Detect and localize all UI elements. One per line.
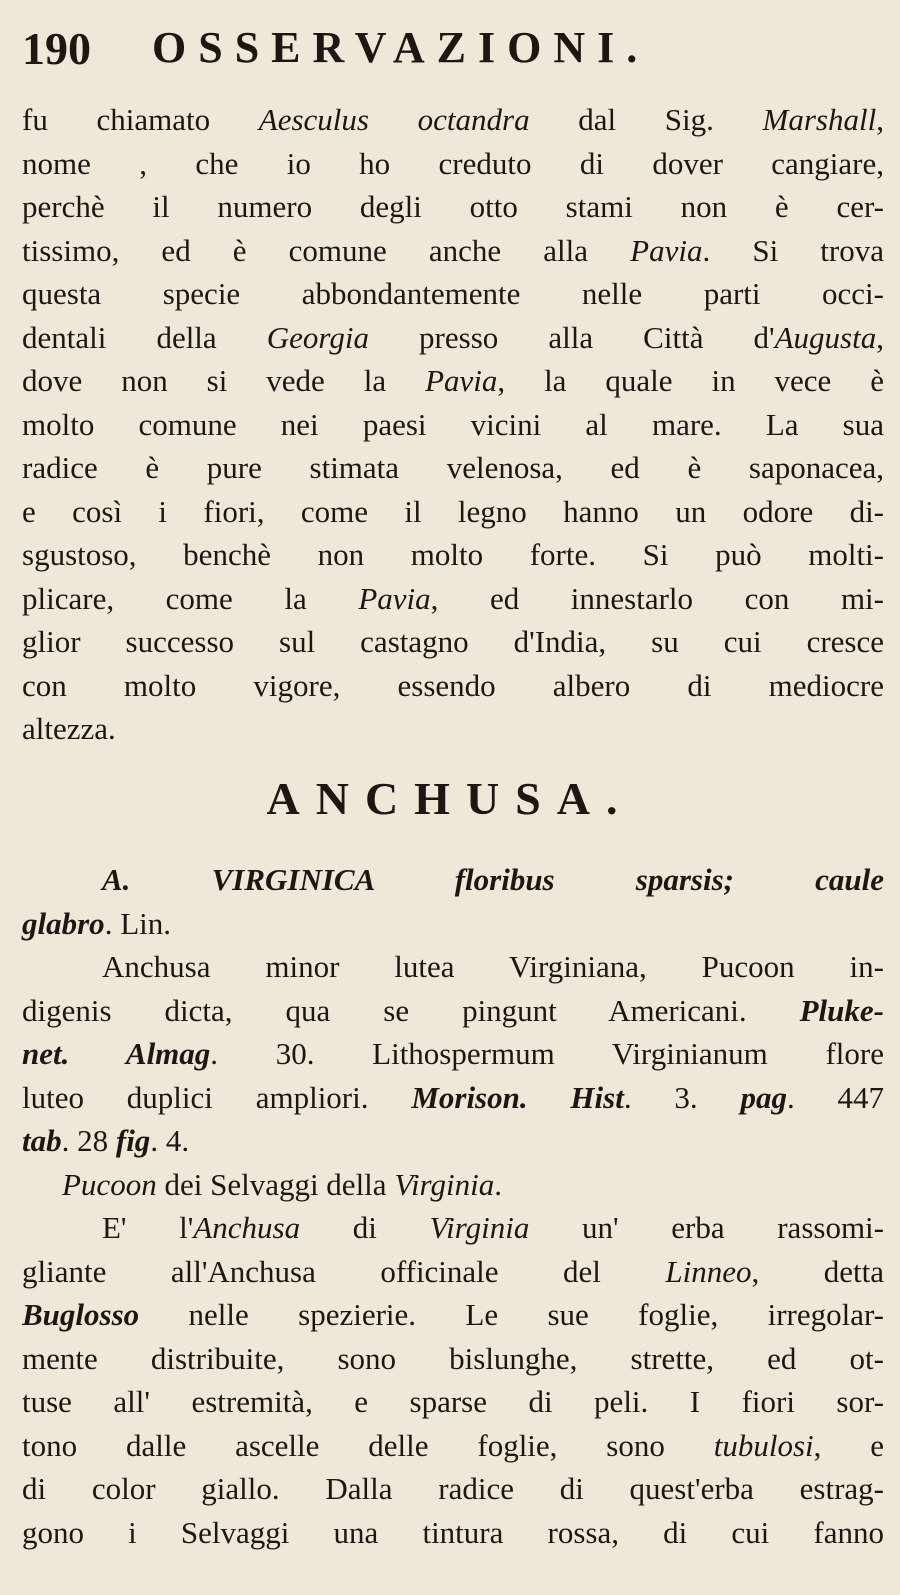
text-line — [22, 1250, 884, 1294]
text-run: Linneo — [665, 1253, 752, 1289]
text-line — [22, 989, 884, 1033]
text-run: dentali della — [22, 319, 267, 355]
text-run: . 3. — [623, 1079, 741, 1115]
text-run: digenis dicta, qua se pingunt Americani. — [22, 992, 800, 1028]
text-run: Pluke- — [799, 992, 884, 1028]
text-line — [22, 1032, 884, 1076]
text-run: di color giallo. Dalla radice di quest'erba estrag- — [22, 1471, 884, 1506]
text-run: glabro — [22, 905, 105, 941]
text-line — [22, 1206, 884, 1250]
text-run: pag — [740, 1079, 787, 1115]
text-run: . Lin. — [104, 905, 171, 941]
text-run: Anchusa minor lutea Virginiana, Pucoon in- — [102, 949, 884, 984]
text-run: , — [876, 319, 884, 355]
page-number: 190 — [22, 23, 91, 74]
text-run: e così i fiori, come il legno hanno un odore di- — [22, 493, 884, 529]
text-line — [22, 858, 884, 902]
text-line — [22, 1163, 884, 1207]
text-run: A. VIRGINICA floribus sparsis; caule — [102, 862, 884, 897]
text-run: , detta — [751, 1253, 884, 1289]
text-run: Pavia — [425, 363, 498, 398]
text-run: Marshall — [762, 102, 877, 137]
text-run: . 28 — [61, 1123, 116, 1158]
text-run: Virginia — [429, 1210, 530, 1245]
text-run: Anchusa — [193, 1210, 301, 1245]
text-line — [22, 446, 884, 490]
text-line — [22, 533, 884, 577]
text-run: un' erba rassomi- — [529, 1210, 884, 1245]
text-run: , — [876, 102, 884, 137]
text-line — [22, 1293, 884, 1337]
text-run: tubulosi — [713, 1427, 814, 1463]
running-head: OSSERVAZIONI. — [152, 23, 650, 72]
text-run: Aesculus octandra — [258, 102, 530, 137]
text-line — [22, 1337, 884, 1381]
text-line — [22, 272, 884, 316]
text-run: presso alla Città d' — [368, 319, 775, 355]
text-run: molto comune nei paesi vicini al mare. La sua — [22, 406, 884, 442]
text-line — [22, 1119, 884, 1163]
text-line — [22, 1424, 884, 1468]
section-heading: ANCHUSA. — [266, 773, 634, 824]
text-run: . — [494, 1166, 502, 1202]
text-run: plicare, come la — [22, 580, 359, 616]
text-line — [22, 142, 884, 186]
paragraph-aesculus — [22, 98, 884, 751]
text-run: . 4. — [150, 1123, 190, 1158]
text-run: Pavia — [358, 580, 431, 616]
text-run: glior successo sul castagno d'India, su cui cresce — [22, 624, 884, 659]
text-run: . 447 — [786, 1079, 884, 1115]
text-run: luteo duplici ampliori. — [22, 1079, 412, 1115]
page-header — [22, 22, 882, 82]
text-run: Pucoon — [62, 1166, 157, 1202]
text-run: Buglosso — [22, 1297, 140, 1332]
text-line — [22, 229, 884, 273]
text-line — [22, 620, 884, 664]
text-run: radice è pure stimata velenosa, ed è saponacea, — [22, 450, 884, 485]
text-line — [22, 490, 884, 534]
text-run: sgustoso, benchè non molto forte. Si può molti- — [22, 537, 884, 572]
text-line — [22, 1076, 884, 1120]
text-run: fig — [115, 1123, 151, 1158]
text-run: altezza. — [22, 711, 116, 746]
text-run: tuse all' estremità, e sparse di peli. I fiori sor- — [22, 1384, 884, 1419]
text-run: con molto vigore, essendo albero di mediocre — [22, 667, 884, 703]
text-line — [22, 98, 884, 142]
text-line — [22, 316, 884, 360]
text-line — [22, 1467, 884, 1511]
text-line — [22, 902, 884, 946]
text-line — [22, 359, 884, 403]
text-line — [22, 1380, 884, 1424]
text-run: tissimo, ed è comune anche alla — [22, 232, 631, 268]
text-run: net. Almag — [22, 1036, 211, 1071]
text-run: . 30. Lithospermum Virginianum flore — [210, 1036, 884, 1071]
text-run: gliante all'Anchusa officinale del — [22, 1253, 666, 1289]
text-run: nome , che io ho creduto di dover cangiare, — [22, 145, 884, 181]
text-run: dove non si vede la — [22, 363, 426, 398]
paragraph-anchusa — [22, 858, 884, 1554]
text-run: gono i Selvaggi una tintura rossa, di cui fanno — [22, 1514, 884, 1550]
text-run: tono dalle ascelle delle foglie, sono — [22, 1427, 714, 1463]
text-line — [22, 945, 884, 989]
text-run: , ed innestarlo con mi- — [430, 580, 884, 616]
text-run: dei Selvaggi della — [156, 1166, 395, 1202]
text-run: fu chiamato — [22, 102, 259, 137]
text-run: Augusta — [774, 319, 877, 355]
text-run: Virginia — [394, 1166, 495, 1202]
text-run: tab — [22, 1123, 62, 1158]
text-line — [22, 185, 884, 229]
text-run: di — [300, 1210, 430, 1245]
text-line — [22, 664, 884, 708]
text-run: E' l' — [102, 1210, 194, 1245]
text-line — [22, 707, 884, 751]
text-run: perchè il numero degli otto stami non è cer- — [22, 189, 884, 224]
text-run: Georgia — [266, 319, 369, 355]
text-run: . Si trova — [702, 232, 884, 268]
text-run: , e — [813, 1427, 884, 1463]
text-run: nelle spezierie. Le sue foglie, irregolar- — [139, 1297, 884, 1332]
text-run: , la quale in vece è — [497, 363, 884, 398]
text-run: dal Sig. — [529, 102, 763, 137]
text-run: questa specie abbondantemente nelle parti occi- — [22, 276, 884, 311]
text-run: Morison. Hist — [411, 1079, 624, 1115]
text-line — [22, 577, 884, 621]
text-run: mente distribuite, sono bislunghe, strette, ed ot- — [22, 1340, 884, 1376]
text-line — [22, 1511, 884, 1555]
text-line — [22, 403, 884, 447]
text-run: Pavia — [630, 232, 703, 268]
